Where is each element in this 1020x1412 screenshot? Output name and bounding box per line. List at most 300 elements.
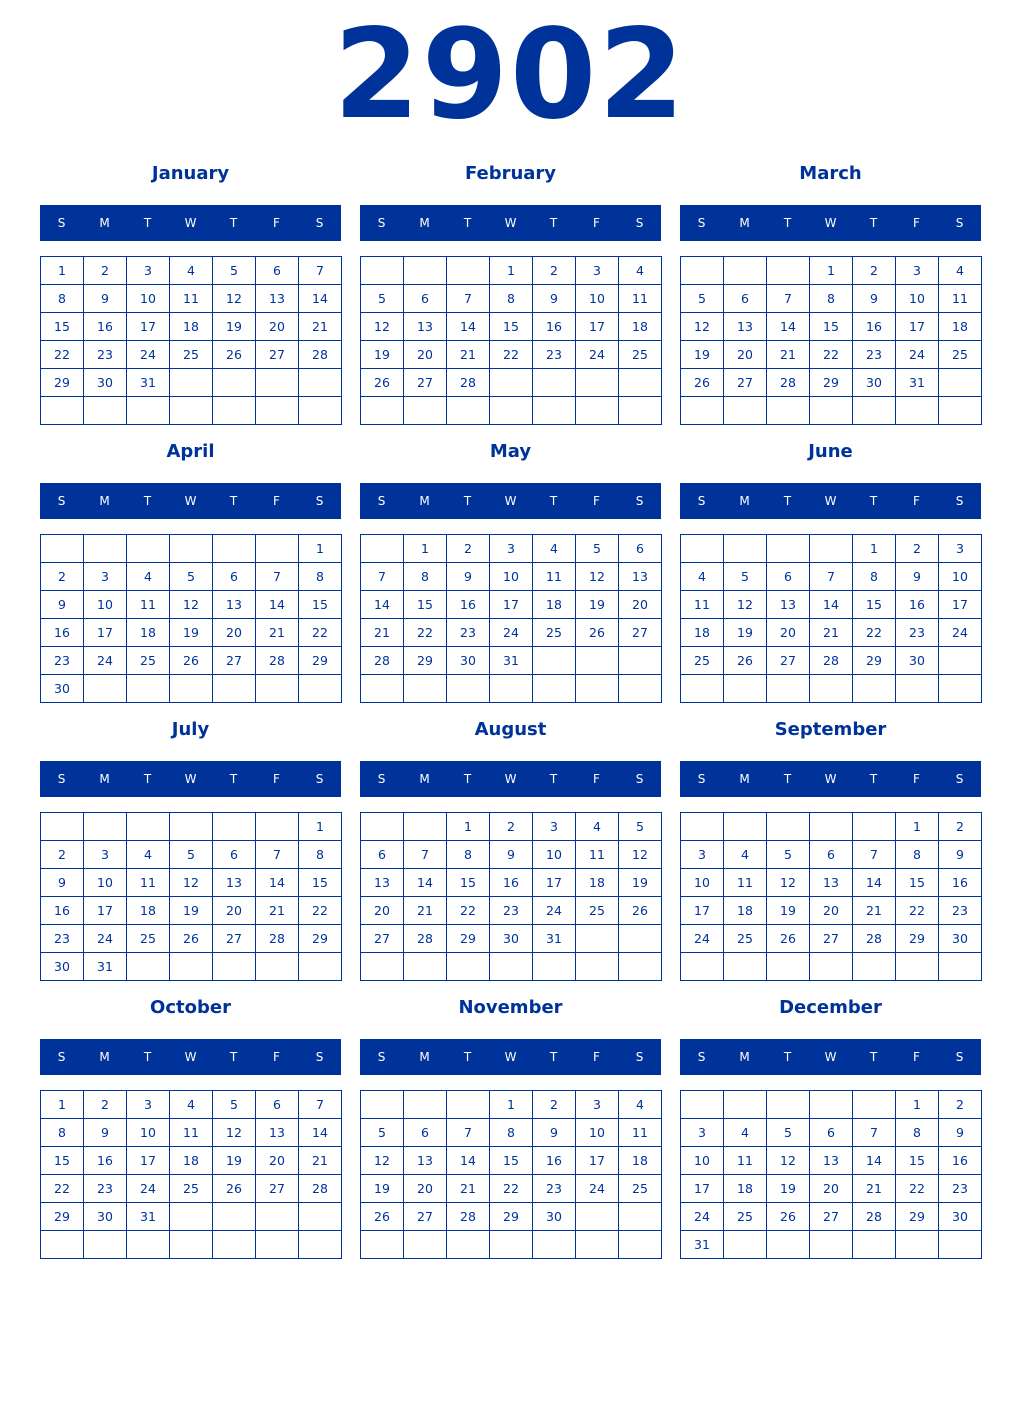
empty-day-cell [213,1231,256,1259]
empty-day-cell [681,535,724,563]
week-row [361,841,662,869]
day-cell: 24 [896,341,939,369]
day-cell: 4 [533,535,576,563]
empty-day-cell [853,1231,896,1259]
day-cell: 7 [767,285,810,313]
week-row [41,813,342,841]
day-cell: 3 [84,563,127,591]
day-cell: 1 [810,257,853,285]
month-name: April [166,441,215,462]
weekday-header [680,483,981,519]
day-cell: 26 [767,1203,810,1231]
day-cell: 23 [490,897,533,925]
day-cell: 6 [256,1091,299,1119]
day-cell: 16 [896,591,939,619]
day-cell: 18 [681,619,724,647]
day-cell: 8 [896,1119,939,1147]
day-cell: 6 [213,563,256,591]
empty-day-cell [939,647,982,675]
empty-day-cell [170,1231,213,1259]
day-cell: 21 [404,897,447,925]
day-cell: 4 [576,813,619,841]
day-cell: 17 [896,313,939,341]
day-cell: 12 [170,869,213,897]
day-cell: 23 [533,1175,576,1203]
day-cell: 16 [41,897,84,925]
day-cell: 3 [939,535,982,563]
empty-day-cell [939,675,982,703]
week-row [361,619,662,647]
day-cell: 23 [41,647,84,675]
weekday-label: T [869,772,878,786]
day-cell: 16 [84,1147,127,1175]
weekday-label: S [377,494,386,508]
day-cell: 30 [490,925,533,953]
empty-day-cell [767,675,810,703]
day-cell: 18 [619,1147,662,1175]
empty-day-cell [361,1091,404,1119]
day-cell: 23 [533,341,576,369]
weekday-label: W [824,1050,837,1064]
weekday-header [40,761,341,797]
weekday-label: S [315,772,324,786]
day-cell: 30 [533,1203,576,1231]
day-grid [360,1090,662,1259]
day-cell: 20 [256,313,299,341]
week-row [361,813,662,841]
weekday-label: S [315,494,324,508]
day-cell: 13 [619,563,662,591]
day-cell: 5 [361,285,404,313]
empty-day-cell [619,925,662,953]
day-cell: 17 [127,1147,170,1175]
day-cell: 31 [681,1231,724,1259]
empty-day-cell [681,675,724,703]
day-cell: 27 [724,369,767,397]
empty-day-cell [853,1091,896,1119]
day-cell: 6 [404,1119,447,1147]
week-row [361,1147,662,1175]
day-cell: 11 [619,285,662,313]
day-cell: 15 [299,869,342,897]
weekday-label: W [184,1050,197,1064]
empty-day-cell [84,1231,127,1259]
empty-day-cell [404,257,447,285]
day-cell: 26 [361,1203,404,1231]
day-cell: 16 [533,1147,576,1175]
week-row [41,341,342,369]
weekday-label: S [377,1050,386,1064]
day-cell: 29 [490,1203,533,1231]
day-cell: 18 [127,897,170,925]
week-row [681,953,982,981]
empty-day-cell [896,397,939,425]
week-row [681,813,982,841]
empty-day-cell [767,813,810,841]
day-cell: 1 [853,535,896,563]
weekday-label: S [57,772,66,786]
day-cell: 7 [810,563,853,591]
month-name: December [779,997,882,1018]
day-cell: 10 [681,1147,724,1175]
weekday-label: W [504,494,517,508]
day-cell: 2 [533,257,576,285]
day-cell: 19 [361,341,404,369]
day-cell: 11 [939,285,982,313]
empty-day-cell [767,1231,810,1259]
empty-day-cell [724,1231,767,1259]
day-cell: 25 [724,925,767,953]
day-cell: 9 [490,841,533,869]
empty-day-cell [170,535,213,563]
day-cell: 4 [170,1091,213,1119]
empty-day-cell [724,813,767,841]
empty-day-cell [41,535,84,563]
weekday-label: T [783,216,792,230]
weekday-label: M [419,216,430,230]
week-row [41,535,342,563]
day-cell: 6 [810,1119,853,1147]
day-cell: 22 [299,619,342,647]
day-grid [680,812,982,981]
day-cell: 18 [724,1175,767,1203]
day-cell: 16 [490,869,533,897]
empty-day-cell [256,675,299,703]
day-cell: 14 [447,1147,490,1175]
weekday-label: F [913,216,920,230]
day-cell: 18 [939,313,982,341]
day-cell: 19 [767,1175,810,1203]
day-grid [40,812,342,981]
week-row [361,675,662,703]
weekday-header [680,205,981,241]
day-cell: 28 [447,369,490,397]
day-cell: 22 [490,1175,533,1203]
day-cell: 18 [170,313,213,341]
empty-day-cell [896,1231,939,1259]
week-row [681,869,982,897]
day-cell: 2 [533,1091,576,1119]
day-cell: 8 [41,1119,84,1147]
week-row [361,285,662,313]
week-row [41,397,342,425]
day-cell: 30 [896,647,939,675]
day-cell: 12 [681,313,724,341]
day-cell: 3 [681,1119,724,1147]
empty-day-cell [533,369,576,397]
month-name: November [458,997,563,1018]
empty-day-cell [724,257,767,285]
empty-day-cell [447,1091,490,1119]
day-cell: 1 [299,535,342,563]
day-cell: 23 [939,1175,982,1203]
day-grid [680,256,982,425]
empty-day-cell [299,1203,342,1231]
day-cell: 19 [767,897,810,925]
day-cell: 21 [853,1175,896,1203]
empty-day-cell [299,675,342,703]
day-cell: 14 [853,869,896,897]
empty-day-cell [213,1203,256,1231]
day-cell: 26 [213,1175,256,1203]
day-cell: 7 [447,1119,490,1147]
day-cell: 20 [810,897,853,925]
day-cell: 7 [853,1119,896,1147]
day-cell: 1 [299,813,342,841]
empty-day-cell [576,675,619,703]
day-cell: 27 [404,1203,447,1231]
empty-day-cell [404,1091,447,1119]
day-cell: 16 [939,869,982,897]
day-cell: 14 [299,1119,342,1147]
day-cell: 22 [299,897,342,925]
day-cell: 4 [939,257,982,285]
day-cell: 11 [724,869,767,897]
day-cell: 26 [170,647,213,675]
day-cell: 25 [127,925,170,953]
empty-day-cell [576,1203,619,1231]
day-cell: 9 [447,563,490,591]
weekday-label: S [955,772,964,786]
day-cell: 8 [447,841,490,869]
weekday-label: F [593,216,600,230]
weekday-label: S [635,494,644,508]
month-name: January [151,163,230,184]
weekday-label: W [184,772,197,786]
day-cell: 12 [619,841,662,869]
empty-day-cell [853,675,896,703]
day-cell: 17 [84,619,127,647]
empty-day-cell [810,397,853,425]
weekday-label: W [824,494,837,508]
weekday-label: T [143,1050,152,1064]
week-row [361,369,662,397]
day-cell: 14 [299,285,342,313]
week-row [681,369,982,397]
weekday-header [40,205,341,241]
weekday-label: T [229,216,238,230]
weekday-label: M [739,494,750,508]
day-cell: 24 [939,619,982,647]
day-cell: 9 [939,1119,982,1147]
day-cell: 1 [896,813,939,841]
day-cell: 29 [896,1203,939,1231]
empty-day-cell [170,1203,213,1231]
weekday-label: S [955,1050,964,1064]
empty-day-cell [767,953,810,981]
week-row [681,1119,982,1147]
day-cell: 30 [853,369,896,397]
day-cell: 26 [619,897,662,925]
week-row [681,535,982,563]
empty-day-cell [299,397,342,425]
day-cell: 3 [84,841,127,869]
empty-day-cell [681,257,724,285]
day-cell: 15 [490,313,533,341]
day-cell: 28 [256,647,299,675]
day-cell: 25 [681,647,724,675]
weekday-label: T [463,1050,472,1064]
day-cell: 12 [767,869,810,897]
day-cell: 8 [41,285,84,313]
empty-day-cell [170,813,213,841]
day-cell: 12 [213,285,256,313]
day-cell: 27 [810,925,853,953]
day-cell: 6 [361,841,404,869]
day-cell: 11 [681,591,724,619]
day-cell: 29 [853,647,896,675]
empty-day-cell [810,1231,853,1259]
empty-day-cell [41,1231,84,1259]
empty-day-cell [404,1231,447,1259]
day-cell: 2 [84,257,127,285]
day-cell: 21 [299,1147,342,1175]
week-row [41,1119,342,1147]
empty-day-cell [939,369,982,397]
weekday-label: F [593,772,600,786]
weekday-label: M [739,1050,750,1064]
day-cell: 5 [361,1119,404,1147]
day-cell: 25 [619,1175,662,1203]
day-cell: 23 [41,925,84,953]
week-row [361,1175,662,1203]
day-cell: 5 [767,1119,810,1147]
day-cell: 16 [853,313,896,341]
empty-day-cell [170,397,213,425]
week-row [681,619,982,647]
empty-day-cell [361,1231,404,1259]
empty-day-cell [724,953,767,981]
day-cell: 22 [896,1175,939,1203]
day-cell: 3 [127,257,170,285]
day-cell: 24 [576,1175,619,1203]
weekday-label: T [463,494,472,508]
day-cell: 3 [576,257,619,285]
weekday-label: F [273,772,280,786]
day-cell: 11 [619,1119,662,1147]
day-cell: 15 [490,1147,533,1175]
weekday-label: S [315,216,324,230]
day-cell: 25 [533,619,576,647]
day-cell: 10 [84,591,127,619]
empty-day-cell [127,1231,170,1259]
day-cell: 24 [681,1203,724,1231]
day-cell: 22 [896,897,939,925]
day-cell: 22 [447,897,490,925]
day-cell: 1 [41,257,84,285]
weekday-label: T [143,772,152,786]
day-cell: 13 [361,869,404,897]
week-row [361,257,662,285]
day-cell: 27 [361,925,404,953]
day-grid [40,534,342,703]
day-cell: 7 [256,841,299,869]
weekday-label: T [229,1050,238,1064]
week-row [681,257,982,285]
empty-day-cell [361,535,404,563]
day-cell: 27 [213,925,256,953]
day-cell: 10 [896,285,939,313]
day-cell: 26 [213,341,256,369]
empty-day-cell [256,813,299,841]
day-grid [360,812,662,981]
day-cell: 4 [127,841,170,869]
weekday-label: S [955,216,964,230]
day-cell: 22 [853,619,896,647]
day-cell: 29 [447,925,490,953]
day-cell: 18 [619,313,662,341]
day-cell: 2 [896,535,939,563]
week-row [681,313,982,341]
day-cell: 20 [619,591,662,619]
day-cell: 15 [447,869,490,897]
empty-day-cell [256,397,299,425]
day-cell: 22 [41,1175,84,1203]
year-title: 2902 [333,3,687,147]
day-cell: 19 [213,313,256,341]
day-cell: 9 [853,285,896,313]
empty-day-cell [84,813,127,841]
weekday-label: T [869,494,878,508]
empty-day-cell [213,953,256,981]
empty-day-cell [170,953,213,981]
empty-day-cell [619,647,662,675]
day-cell: 6 [619,535,662,563]
day-cell: 10 [576,285,619,313]
day-cell: 19 [619,869,662,897]
day-cell: 8 [853,563,896,591]
weekday-label: F [913,772,920,786]
day-cell: 24 [84,925,127,953]
weekday-label: W [184,494,197,508]
empty-day-cell [724,535,767,563]
week-row [41,313,342,341]
day-cell: 6 [767,563,810,591]
day-cell: 17 [576,313,619,341]
empty-day-cell [127,953,170,981]
empty-day-cell [404,813,447,841]
day-cell: 10 [127,285,170,313]
empty-day-cell [810,813,853,841]
day-cell: 19 [361,1175,404,1203]
day-cell: 14 [810,591,853,619]
weekday-label: S [635,772,644,786]
weekday-label: W [504,1050,517,1064]
week-row [41,1147,342,1175]
day-cell: 8 [896,841,939,869]
day-cell: 15 [41,1147,84,1175]
day-cell: 10 [939,563,982,591]
day-cell: 25 [576,897,619,925]
day-cell: 26 [576,619,619,647]
day-cell: 6 [810,841,853,869]
day-cell: 25 [127,647,170,675]
weekday-label: M [99,772,110,786]
day-cell: 14 [447,313,490,341]
day-cell: 8 [490,285,533,313]
day-cell: 17 [84,897,127,925]
day-cell: 16 [84,313,127,341]
weekday-header [360,205,661,241]
weekday-label: F [273,1050,280,1064]
empty-day-cell [810,1091,853,1119]
weekday-label: W [824,216,837,230]
week-row [361,397,662,425]
day-cell: 21 [361,619,404,647]
empty-day-cell [619,1231,662,1259]
empty-day-cell [361,813,404,841]
day-cell: 11 [170,285,213,313]
